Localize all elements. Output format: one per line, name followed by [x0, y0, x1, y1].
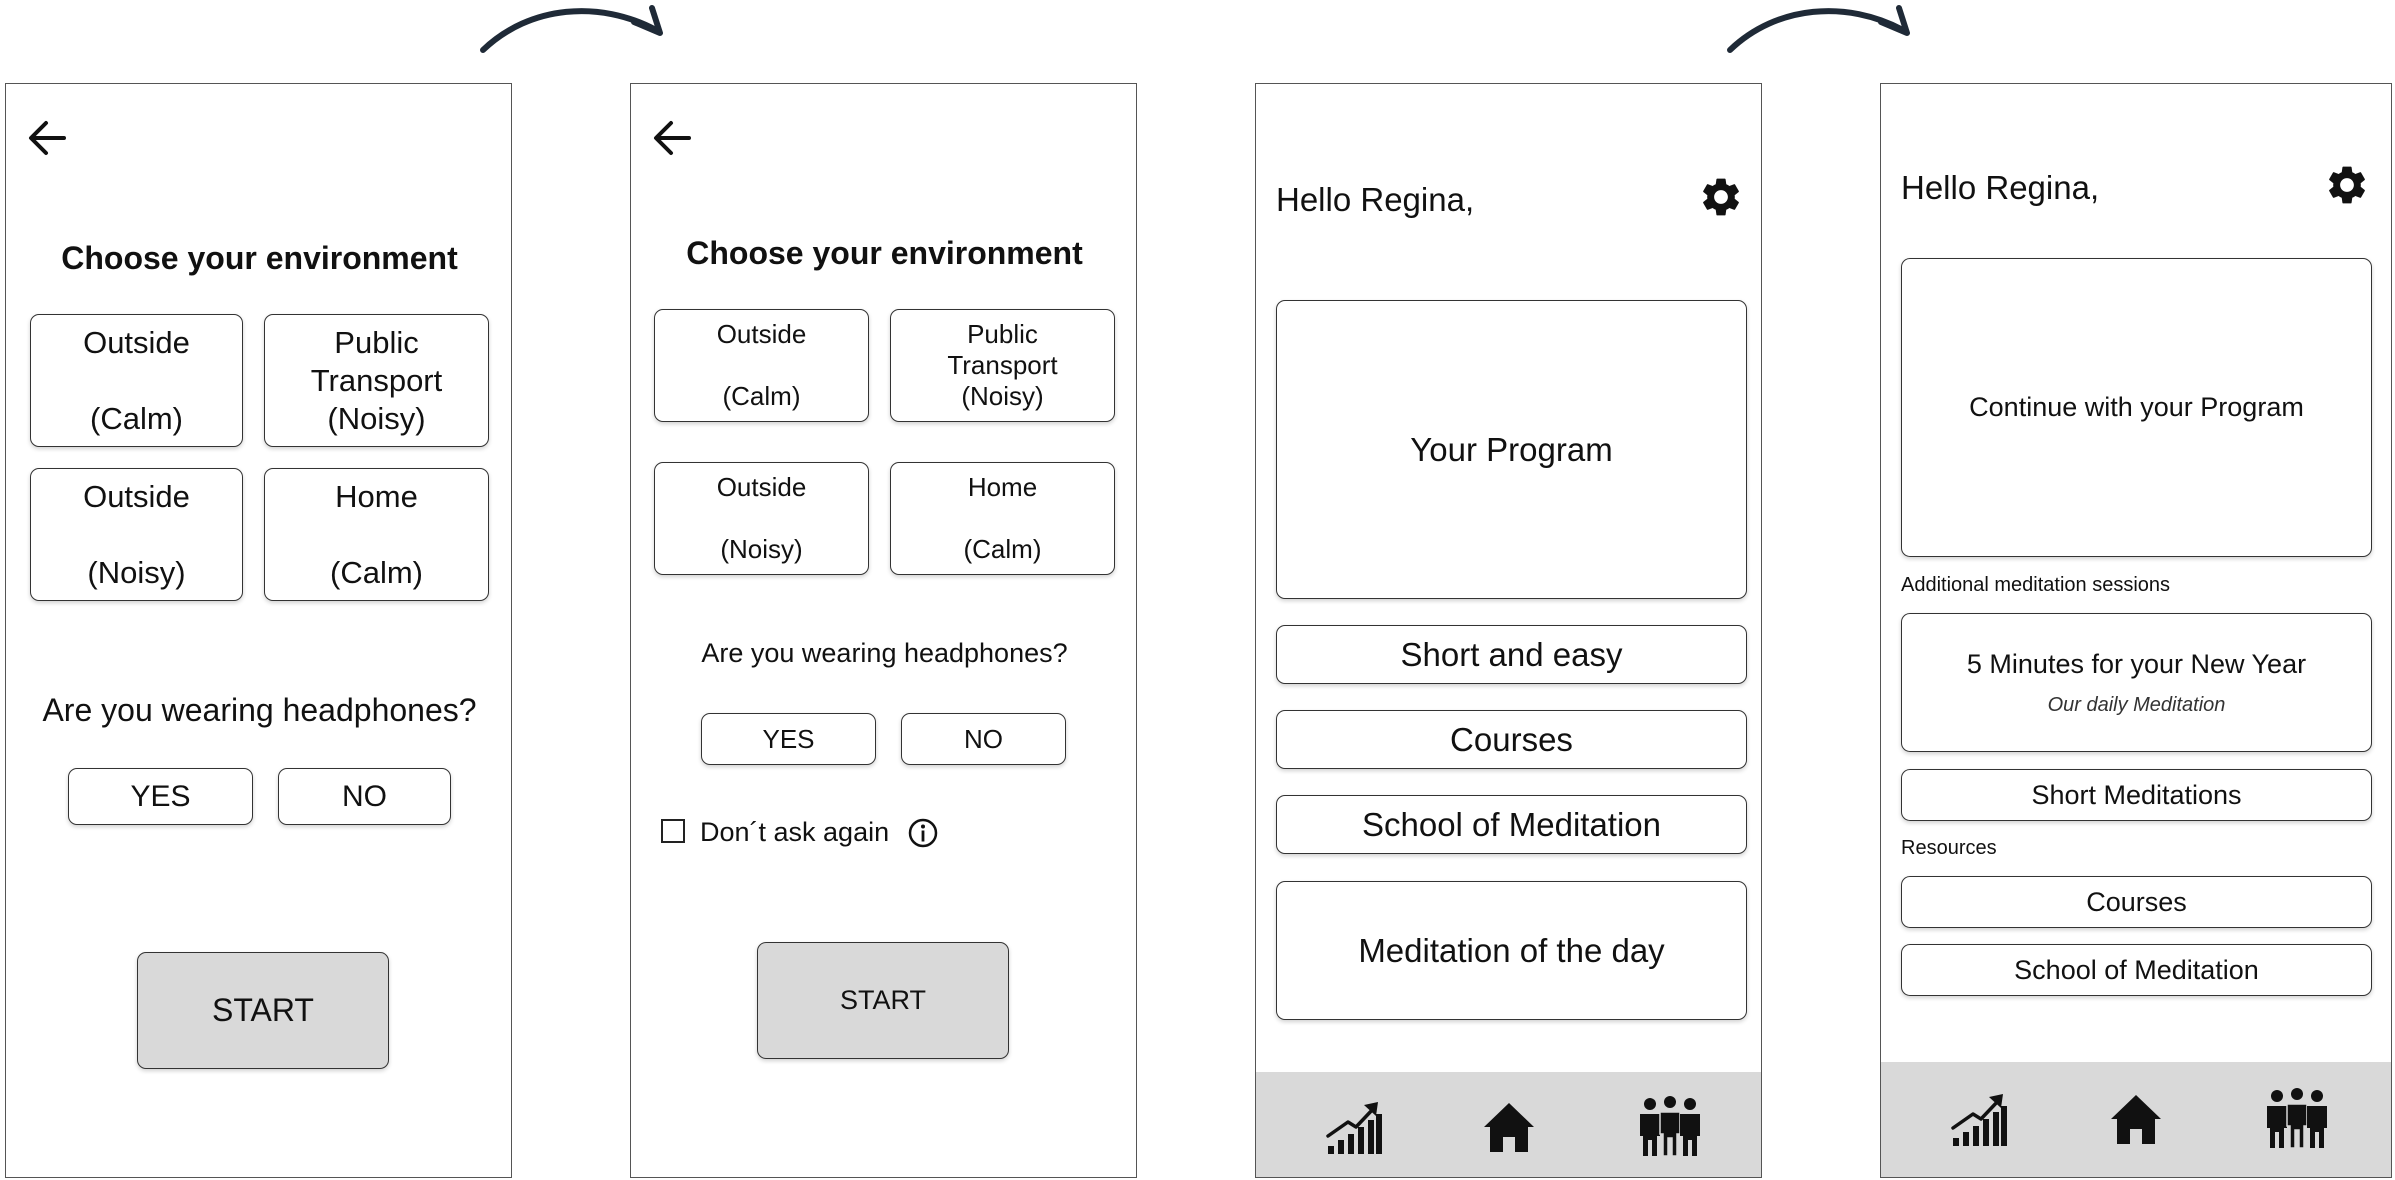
back-arrow-icon[interactable]	[26, 118, 68, 158]
start-button[interactable]: START	[757, 942, 1009, 1059]
no-button[interactable]: NO	[901, 713, 1066, 765]
gear-icon[interactable]	[2324, 162, 2370, 208]
additional-sessions-label: Additional meditation sessions	[1901, 574, 2171, 596]
option-outside-calm[interactable]: Outside (Calm)	[654, 309, 869, 422]
no-button[interactable]: NO	[278, 768, 451, 825]
short-and-easy-button[interactable]: Short and easy	[1276, 625, 1747, 684]
screen-environment-v2	[630, 83, 1137, 1178]
courses-button[interactable]: Courses	[1276, 710, 1747, 769]
yes-button[interactable]: YES	[68, 768, 253, 825]
home-icon[interactable]	[2109, 1092, 2163, 1146]
greeting: Hello Regina,	[1276, 181, 1475, 218]
courses-button[interactable]: Courses	[1901, 876, 2372, 928]
growth-chart-icon[interactable]	[1326, 1100, 1384, 1156]
page-title: Choose your environment	[61, 240, 458, 276]
screen-home-v2	[1880, 83, 2392, 1178]
flow-arrow-icon	[1727, 0, 1917, 60]
home-icon[interactable]	[1482, 1100, 1536, 1154]
option-outside-noisy[interactable]: Outside (Noisy)	[30, 468, 243, 601]
headphones-question: Are you wearing headphones?	[42, 692, 477, 728]
page-title: Choose your environment	[686, 235, 1083, 271]
growth-chart-icon[interactable]	[1951, 1092, 2009, 1148]
continue-program-card[interactable]: Continue with your Program	[1901, 258, 2372, 557]
your-program-card[interactable]: Your Program	[1276, 300, 1747, 599]
meditation-of-the-day-card[interactable]: Meditation of the day	[1276, 881, 1747, 1020]
option-home-calm[interactable]: Home (Calm)	[264, 468, 489, 601]
community-icon[interactable]	[2263, 1088, 2331, 1150]
option-public-transport-noisy[interactable]: Public Transport (Noisy)	[264, 314, 489, 447]
flow-arrow-icon	[480, 0, 670, 60]
new-year-session-card[interactable]: 5 Minutes for your New Year Our daily Meditation	[1901, 613, 2372, 752]
info-icon[interactable]	[907, 817, 939, 849]
back-arrow-icon[interactable]	[651, 118, 693, 158]
school-of-meditation-button[interactable]: School of Meditation	[1901, 944, 2372, 996]
dont-ask-again-label: Don´t ask again	[700, 817, 890, 847]
start-button[interactable]: START	[137, 952, 389, 1069]
screen-home-v1	[1255, 83, 1762, 1178]
dont-ask-again-checkbox[interactable]	[661, 819, 685, 843]
yes-button[interactable]: YES	[701, 713, 876, 765]
resources-label: Resources	[1901, 837, 1997, 859]
screen-environment-v1	[5, 83, 512, 1178]
short-meditations-button[interactable]: Short Meditations	[1901, 769, 2372, 821]
option-home-calm[interactable]: Home (Calm)	[890, 462, 1115, 575]
option-outside-noisy[interactable]: Outside (Noisy)	[654, 462, 869, 575]
school-of-meditation-button[interactable]: School of Meditation	[1276, 795, 1747, 854]
greeting: Hello Regina,	[1901, 169, 2100, 206]
option-outside-calm[interactable]: Outside (Calm)	[30, 314, 243, 447]
headphones-question: Are you wearing headphones?	[701, 638, 1068, 668]
option-public-transport-noisy[interactable]: Public Transport (Noisy)	[890, 309, 1115, 422]
gear-icon[interactable]	[1698, 174, 1744, 220]
bottom-nav	[1256, 1072, 1761, 1177]
bottom-nav	[1881, 1062, 2391, 1177]
community-icon[interactable]	[1636, 1096, 1704, 1158]
